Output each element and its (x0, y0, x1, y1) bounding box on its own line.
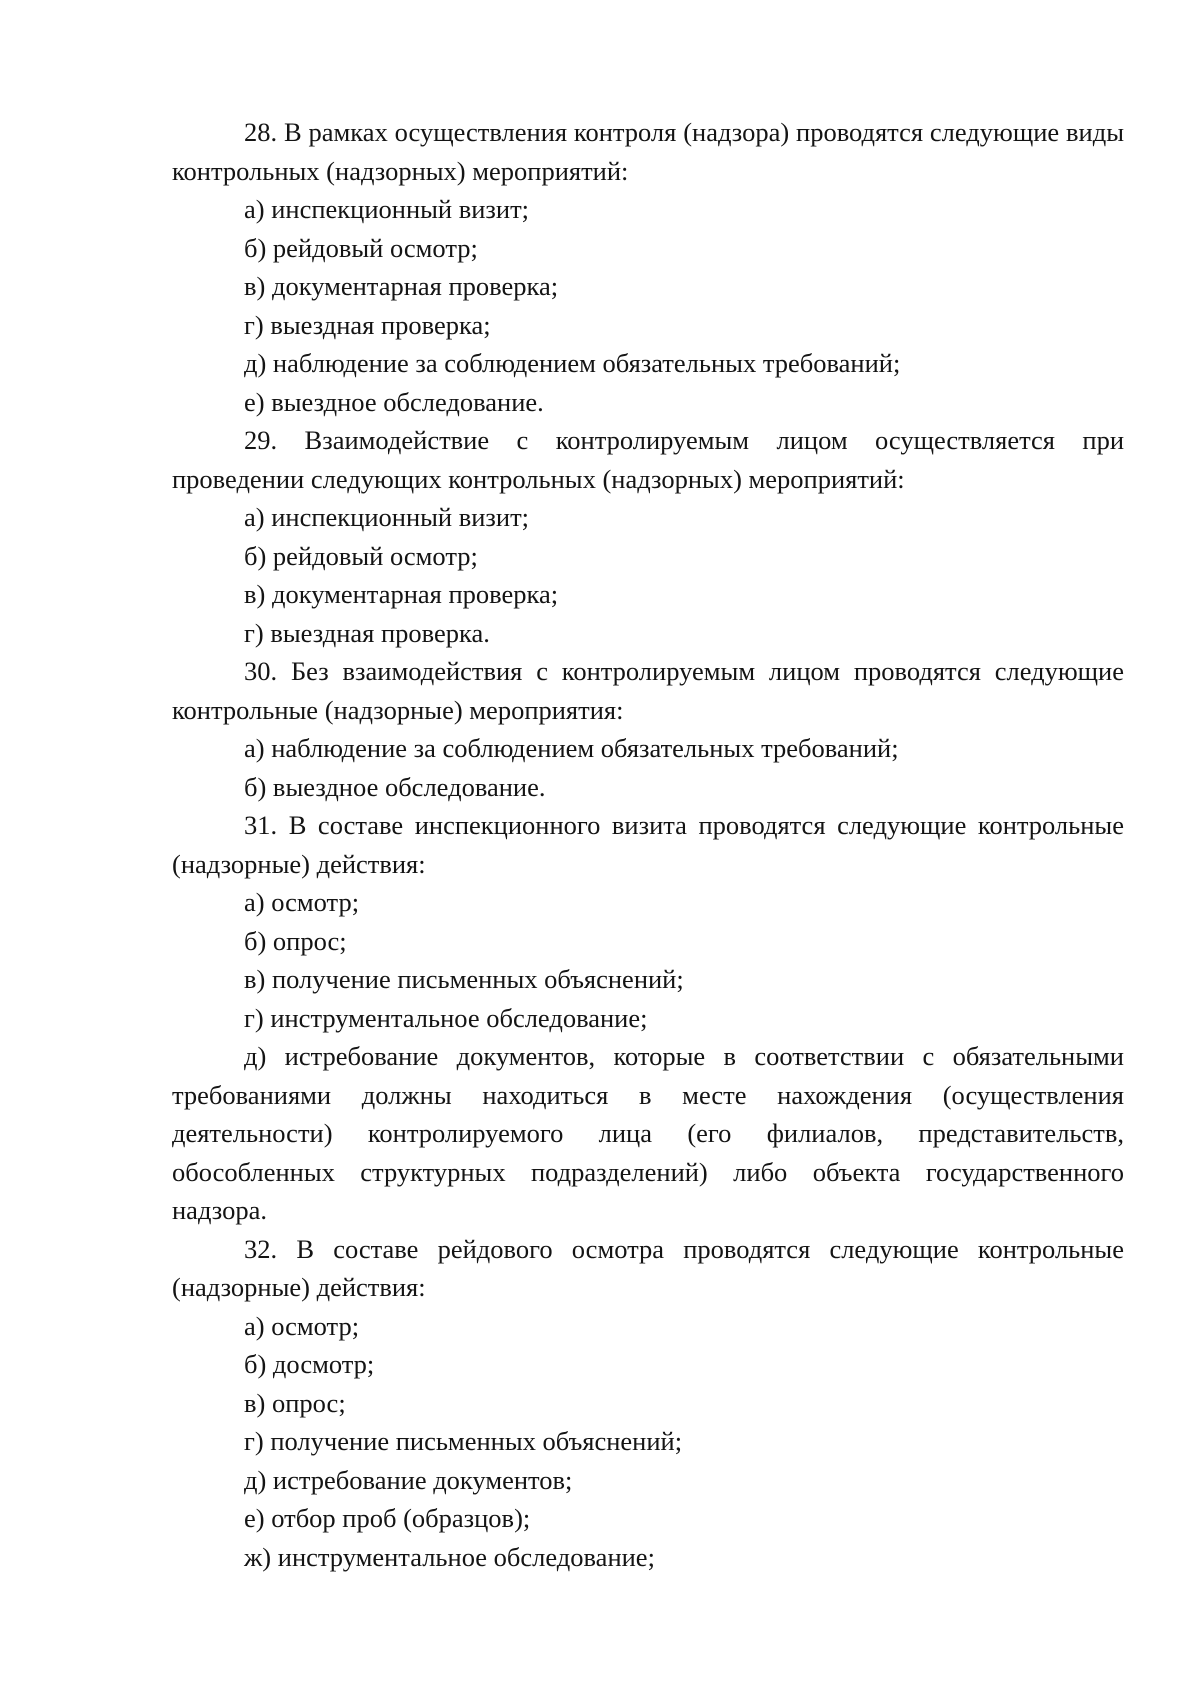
paragraph-28: 28. В рамках осуществления контроля (надзора) проводятся следующие виды контрольных (надзорных) мероприятий: (172, 117, 1124, 186)
list-item: г) инструментальное обследование; (244, 1002, 648, 1033)
list-item: в) документарная проверка; (244, 271, 559, 301)
list-item: е) выездное обследование. (244, 386, 544, 417)
list-item: ж) инструментальное обследование; (244, 1541, 655, 1572)
paragraph-31: 31. В составе инспекционного визита проводятся следующие контрольные (надзорные) действия: (172, 810, 1124, 879)
list-item: е) отбор проб (образцов); (244, 1503, 531, 1533)
list-item: д) истребование документов, которые в соответствии с обязательными требованиями должны находиться в месте нахождения (осуществления деятельности) контролируемого лица (его филиалов, представительств, обособленных структурных подразделений) либо объекта государственного надзора. (172, 1041, 1124, 1225)
list-item: г) получение письменных объяснений; (244, 1426, 683, 1456)
list-item: б) рейдовый осмотр; (244, 232, 478, 263)
list-item: б) выездное обследование. (244, 771, 546, 802)
list-item: б) опрос; (244, 925, 347, 956)
list-item: а) осмотр; (244, 887, 360, 917)
list-item: г) выездная проверка; (244, 309, 491, 340)
paragraph-29: 29. Взаимодействие с контролируемым лицом осуществляется при проведении следующих контрольных (надзорных) мероприятий: (172, 425, 1124, 494)
paragraph-32: 32. В составе рейдового осмотра проводятся следующие контрольные (надзорные) действия: (172, 1233, 1124, 1302)
list-item: в) опрос; (244, 1387, 346, 1418)
list-item: в) документарная проверка; (244, 579, 559, 609)
document-body (172, 113, 1124, 1576)
list-item: б) рейдовый осмотр; (244, 540, 478, 571)
list-item: д) истребование документов; (244, 1464, 573, 1495)
list-item: д) наблюдение за соблюдением обязательных требований; (244, 348, 901, 378)
list-item: в) получение письменных объяснений; (244, 964, 684, 994)
paragraph-30: 30. Без взаимодействия с контролируемым лицом проводятся следующие контрольные (надзорные) мероприятия: (172, 656, 1124, 725)
list-item: а) осмотр; (244, 1310, 360, 1341)
list-item: а) инспекционный визит; (244, 502, 530, 532)
list-item: б) досмотр; (244, 1349, 375, 1379)
list-item: а) наблюдение за соблюдением обязательных требований; (244, 733, 899, 763)
list-item: г) выездная проверка. (244, 617, 490, 648)
list-item: а) инспекционный визит; (244, 194, 530, 224)
